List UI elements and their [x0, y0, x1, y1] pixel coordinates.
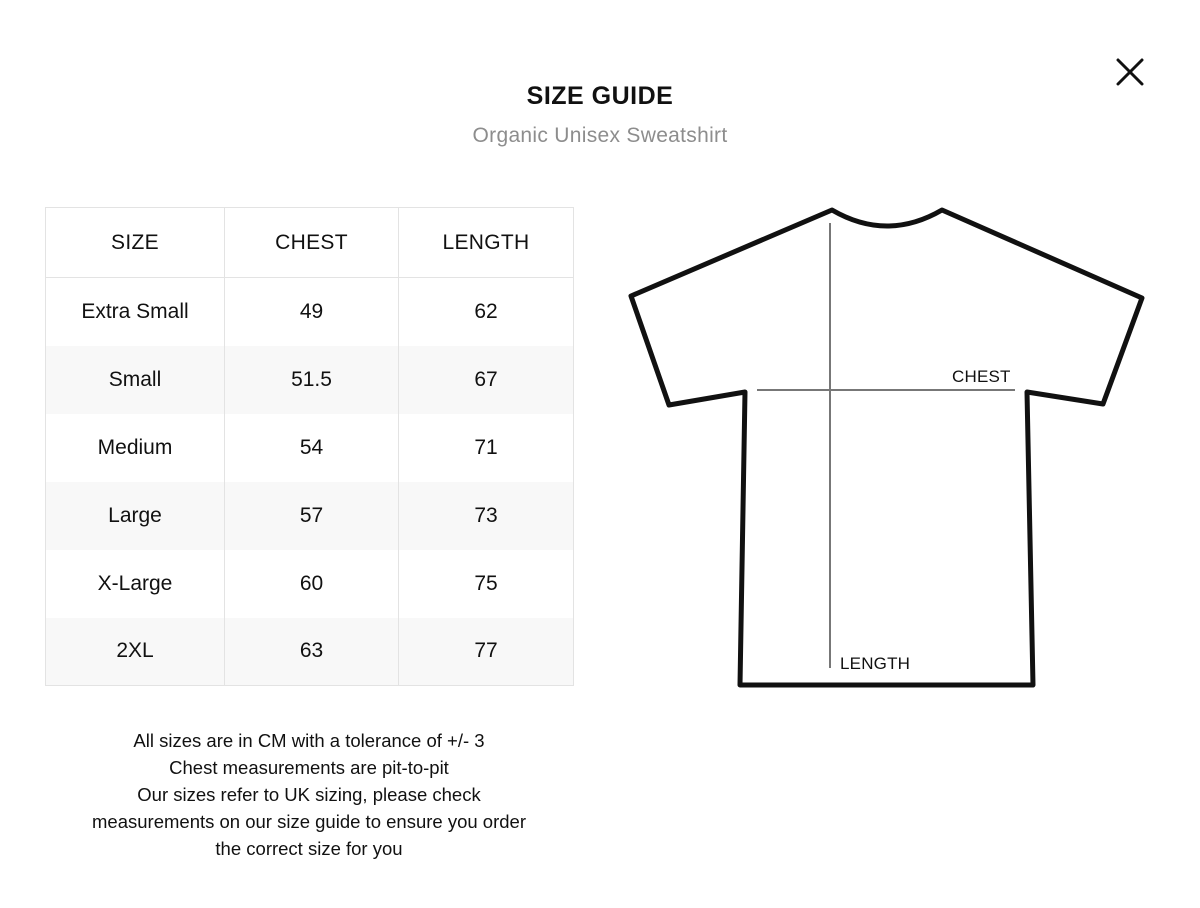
tshirt-diagram	[600, 190, 1180, 710]
size-cell: Small	[46, 346, 225, 414]
note-line: All sizes are in CM with a tolerance of +/- 3	[133, 730, 485, 751]
column-header-length: LENGTH	[399, 208, 574, 278]
product-name: Organic Unisex Sweatshirt	[472, 124, 728, 147]
chest-cell: 63	[225, 618, 399, 686]
tshirt-outline-icon	[600, 190, 1180, 710]
length-cell: 73	[399, 482, 574, 550]
table-row	[46, 550, 574, 618]
table-row	[46, 414, 574, 482]
length-cell: 62	[399, 278, 574, 346]
size-cell: Extra Small	[46, 278, 225, 346]
note-line: the correct size for you	[215, 838, 403, 859]
note-line: Chest measurements are pit-to-pit	[169, 757, 449, 778]
chest-cell: 60	[225, 550, 399, 618]
table-row	[46, 618, 574, 686]
size-notes	[45, 727, 573, 862]
note-line: measurements on our size guide to ensure you order	[92, 811, 526, 832]
length-cell: 75	[399, 550, 574, 618]
chest-cell: 51.5	[225, 346, 399, 414]
note-line: Our sizes refer to UK sizing, please check	[137, 784, 481, 805]
chest-cell: 49	[225, 278, 399, 346]
length-cell: 71	[399, 414, 574, 482]
table-row	[46, 482, 574, 550]
length-cell: 77	[399, 618, 574, 686]
size-table	[45, 207, 574, 686]
column-header-size: SIZE	[46, 208, 225, 278]
page-title: SIZE GUIDE	[526, 82, 674, 110]
size-cell: 2XL	[46, 618, 225, 686]
tshirt-outline	[631, 210, 1142, 685]
size-cell: X-Large	[46, 550, 225, 618]
size-cell: Medium	[46, 414, 225, 482]
table-row	[46, 278, 574, 346]
chest-cell: 57	[225, 482, 399, 550]
chest-cell: 54	[225, 414, 399, 482]
length-label: LENGTH	[840, 654, 911, 673]
chest-label: CHEST	[952, 367, 1011, 386]
table-row	[46, 346, 574, 414]
table-header-row	[46, 208, 574, 278]
column-header-chest: CHEST	[225, 208, 399, 278]
length-cell: 67	[399, 346, 574, 414]
size-cell: Large	[46, 482, 225, 550]
